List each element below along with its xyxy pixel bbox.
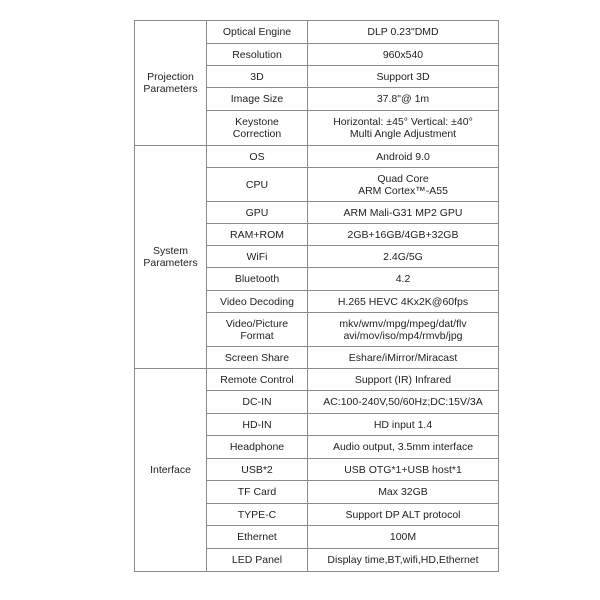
group-name-projection-parameters: Projection Parameters <box>135 21 207 146</box>
spec-label: DC-IN <box>207 391 308 414</box>
spec-value: Quad Core ARM Cortex™-A55 <box>308 168 499 202</box>
spec-row-optical-engine <box>135 21 499 44</box>
spec-row-os <box>135 146 499 168</box>
group-name-system-parameters: System Parameters <box>135 146 207 369</box>
spec-value: 4.2 <box>308 268 499 291</box>
spec-label: 3D <box>207 66 308 88</box>
spec-label: WiFi <box>207 246 308 268</box>
spec-table <box>134 20 499 572</box>
spec-label: Bluetooth <box>207 268 308 291</box>
spec-value: AC:100-240V,50/60Hz;DC:15V/3A <box>308 391 499 414</box>
spec-table-body <box>135 21 499 572</box>
spec-value: Eshare/iMirror/Miracast <box>308 347 499 369</box>
spec-value: Android 9.0 <box>308 146 499 168</box>
spec-label: OS <box>207 146 308 168</box>
spec-value: Support (IR) Infrared <box>308 369 499 391</box>
spec-label: Remote Control <box>207 369 308 391</box>
spec-value: USB OTG*1+USB host*1 <box>308 459 499 481</box>
spec-value: ARM Mali-G31 MP2 GPU <box>308 202 499 224</box>
spec-value: 37.8"@ 1m <box>308 88 499 111</box>
spec-label: RAM+ROM <box>207 224 308 246</box>
spec-label: Keystone Correction <box>207 111 308 146</box>
spec-value: Support 3D <box>308 66 499 88</box>
spec-value: mkv/wmv/mpg/mpeg/dat/flv avi/mov/iso/mp4/rmvb/jpg <box>308 313 499 347</box>
spec-value: Audio output, 3.5mm interface <box>308 436 499 459</box>
spec-row-remote-control <box>135 369 499 391</box>
spec-label: HD-IN <box>207 414 308 436</box>
spec-value: Max 32GB <box>308 481 499 504</box>
spec-value: H.265 HEVC 4Kx2K@60fps <box>308 291 499 313</box>
spec-value: 100M <box>308 526 499 549</box>
spec-value: DLP 0.23"DMD <box>308 21 499 44</box>
spec-value: 2GB+16GB/4GB+32GB <box>308 224 499 246</box>
spec-value: Support DP ALT protocol <box>308 504 499 526</box>
spec-label: USB*2 <box>207 459 308 481</box>
spec-label: CPU <box>207 168 308 202</box>
spec-label: Headphone <box>207 436 308 459</box>
spec-label: Video Decoding <box>207 291 308 313</box>
spec-label: GPU <box>207 202 308 224</box>
spec-label: Ethernet <box>207 526 308 549</box>
spec-label: TYPE-C <box>207 504 308 526</box>
spec-value: 2.4G/5G <box>308 246 499 268</box>
spec-value: HD input 1.4 <box>308 414 499 436</box>
spec-label: Video/Picture Format <box>207 313 308 347</box>
spec-label: Screen Share <box>207 347 308 369</box>
spec-value: Horizontal: ±45° Vertical: ±40° Multi Angle Adjustment <box>308 111 499 146</box>
spec-value: 960x540 <box>308 44 499 66</box>
group-name-interface: Interface <box>135 369 207 572</box>
spec-label: LED Panel <box>207 549 308 572</box>
spec-label: Resolution <box>207 44 308 66</box>
spec-label: Image Size <box>207 88 308 111</box>
spec-label: Optical Engine <box>207 21 308 44</box>
spec-label: TF Card <box>207 481 308 504</box>
spec-value: Display time,BT,wifi,HD,Ethernet <box>308 549 499 572</box>
